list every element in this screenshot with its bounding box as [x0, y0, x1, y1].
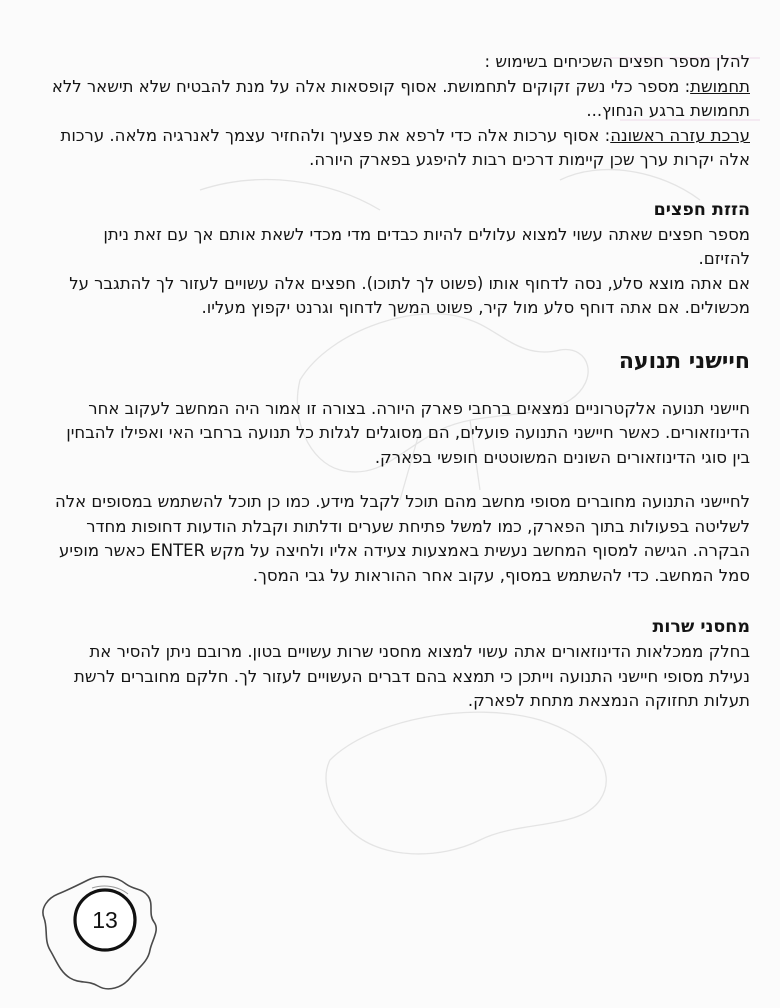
ammo-term: תחמושת	[690, 76, 750, 96]
motion-sensors-paragraph-2: לחיישני התנועה מחוברים מסופי מחשב מהם תוכל לקבל מידע. כמו כן תוכל להשתמש במסופים אלה לשליטה בפעולות בתוך הפארק, כמו למשל פתיחת שערים ודלתות וקבלת הודעות דחופות מחדר הבקרה. הגישה למסוף המחשב נעשית באמצעות צעידה אליו ולחיצה על מקש ENTER כאשר מופיע סמל המחשב. כדי להשתמש במסוף, עקוב אחר ההוראות על גבי המסך.	[55, 492, 750, 585]
moving-objects-paragraph-1: מספר חפצים שאתה עשוי למצוא עלולים להיות כבדים מדי מכדי לשאת אותם אך עם זאת ניתן להזיזם.	[103, 224, 750, 268]
moving-objects-paragraph-2: אם אתה מוצא סלע, נסה לדחוף אותו (פשוט לך לתוכו). חפצים אלה עשויים לעזור לך להתגבר על מכשולים. אם אתה דוחף סלע מול קיר, פשוט המשך לדחוף וגרנט יקפוץ מעליו.	[69, 273, 750, 317]
items-intro	[50, 50, 750, 173]
moving-objects-heading: הזזת חפצים	[653, 199, 750, 220]
page-number: 13	[92, 906, 118, 933]
service-warehouses-heading: מחסני שרות	[652, 617, 750, 637]
intro-line: להלן מספר חפצים השכיחים בשימוש :	[484, 52, 750, 71]
service-warehouses-section	[50, 614, 750, 714]
first-aid-text: : אסוף ערכות אלה כדי לרפא את פצעיך ולהחזיר עצמך לאנרגיה מלאה. ערכות אלה יקרות ערך שכן קיימות דרכים רבות להיפגע בפארק היורה.	[60, 125, 750, 169]
ammo-paragraph	[50, 75, 750, 124]
motion-sensors-section	[50, 347, 750, 589]
page-text	[50, 50, 750, 714]
motion-sensors-paragraph-1: חיישני תנועה אלקטרוניים נמצאים ברחבי פארק היורה. בצורה זו אמור היה המחשב לעקוב אחר הדינוזאורים. כאשר חיישני התנועה פועלים, הם מסוגלים לגלות כל תנועה ברחבי האי ואפילו להבחין בין סוגי הדינוזאורים השונים המשוטטים חופשי בפארק.	[66, 398, 750, 467]
moving-objects-section	[50, 197, 750, 321]
ammo-text: : מספר כלי נשק זקוקים לתחמושת. אסוף קופסאות אלה על מנת להבטיח שלא תישאר ללא תחמושת ברגע הנחוץ...	[51, 76, 750, 120]
first-aid-term: ערכת עזרה ראשונה	[610, 125, 750, 145]
service-warehouses-paragraph: בחלק ממכלאות הדינוזאורים אתה עשוי למצוא מחסני שרות עשויים בטון. מרובם ניתן להסיר את נעילת מסופי חיישני התנועה וייתכן כי תמצא בהם דברים העשויים לעזור לך. חלקם מחוברים לרשת תעלות תחזוקה הנמצאת מתחת לפארק.	[73, 642, 750, 710]
motion-sensors-heading: חיישני תנועה	[618, 348, 750, 374]
first-aid-paragraph	[50, 124, 750, 173]
